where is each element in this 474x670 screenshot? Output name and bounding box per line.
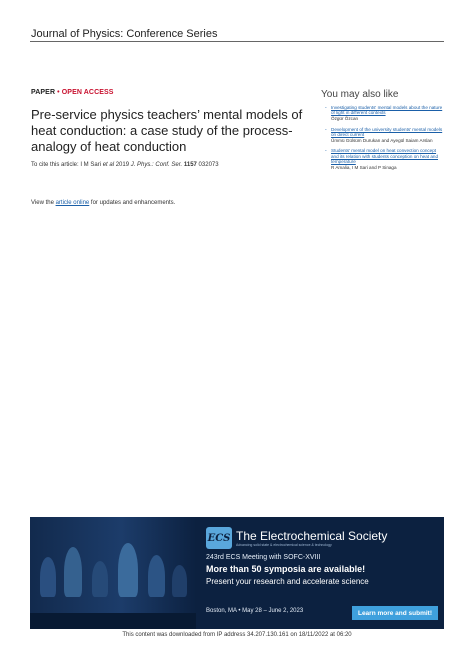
related-item (325, 126, 443, 144)
related-item (325, 105, 443, 122)
related-authors: R Amalia, I M Sari and P Sinaga (331, 165, 397, 171)
bullet-icon: - (325, 126, 327, 133)
view-prefix: View the (31, 200, 56, 206)
citation-journal: J. Phys.: Conf. Ser. (130, 162, 183, 168)
download-note: This content was downloaded from IP address 34.207.130.161 on 18/11/2022 at 06:20 (122, 632, 352, 638)
ad-location: Boston, MA • May 28 – June 2, 2023 (206, 608, 304, 614)
view-suffix: for updates and enhancements. (89, 200, 176, 206)
ad-text-block (206, 527, 438, 586)
related-articles-list (325, 105, 443, 176)
journal-header: Journal of Physics: Conference Series (31, 28, 218, 40)
article-online-link[interactable]: article online (55, 200, 90, 206)
citation-et-al: et al (102, 162, 115, 168)
ad-meeting: 243rd ECS Meeting with SOFC-XVIII (206, 554, 321, 561)
ad-symposia: More than 50 symposia are available! (206, 564, 366, 574)
ecs-logo: ECS (206, 527, 232, 549)
learn-more-button[interactable]: Learn more and submit! (352, 606, 438, 620)
citation-pages: 032073 (196, 162, 219, 168)
article-title: Pre-service physics teachers’ mental models of heat conduction: a case study of the process-analogy of heat conduction (31, 107, 303, 154)
paper-tag (31, 89, 114, 96)
paper-label: PAPER (31, 89, 56, 96)
citation-year: 2019 (114, 162, 131, 168)
ecs-tagline: Advancing solid state & electrochemical science & technology (236, 542, 332, 547)
ecs-logo-row (206, 527, 438, 549)
ad-present: Present your research and accelerate science (206, 577, 369, 586)
related-article-link[interactable]: Development of the university students' mental models on direct current (331, 126, 443, 138)
audience-photo (30, 517, 196, 629)
citation-volume: 1157 (183, 162, 197, 168)
also-like-heading: You may also like (321, 89, 399, 100)
ecs-ad-banner[interactable] (30, 517, 444, 629)
related-article-link[interactable]: Investigating students' mental models about the nature of light in different contexts (331, 105, 443, 116)
related-item (325, 148, 443, 171)
related-article-link[interactable]: Students' mental model on heat convection concept and its relation with students conception on heat and temperature (331, 148, 439, 165)
related-authors: Özgür Özcan (331, 116, 359, 122)
related-authors: Ümmü Gülsüm Durukan and Ayegül Saiam Arslan (331, 138, 433, 144)
open-access-label: OPEN ACCESS (61, 89, 114, 96)
tag-separator: • (55, 89, 62, 96)
citation-prefix: To cite this article: I M Sari (31, 162, 103, 168)
header-divider (30, 41, 444, 42)
bullet-icon: - (325, 148, 327, 155)
ecs-org-name: The Electrochemical Society (236, 528, 388, 543)
citation (31, 162, 311, 168)
bullet-icon: - (325, 105, 327, 111)
view-online-line (31, 200, 175, 206)
